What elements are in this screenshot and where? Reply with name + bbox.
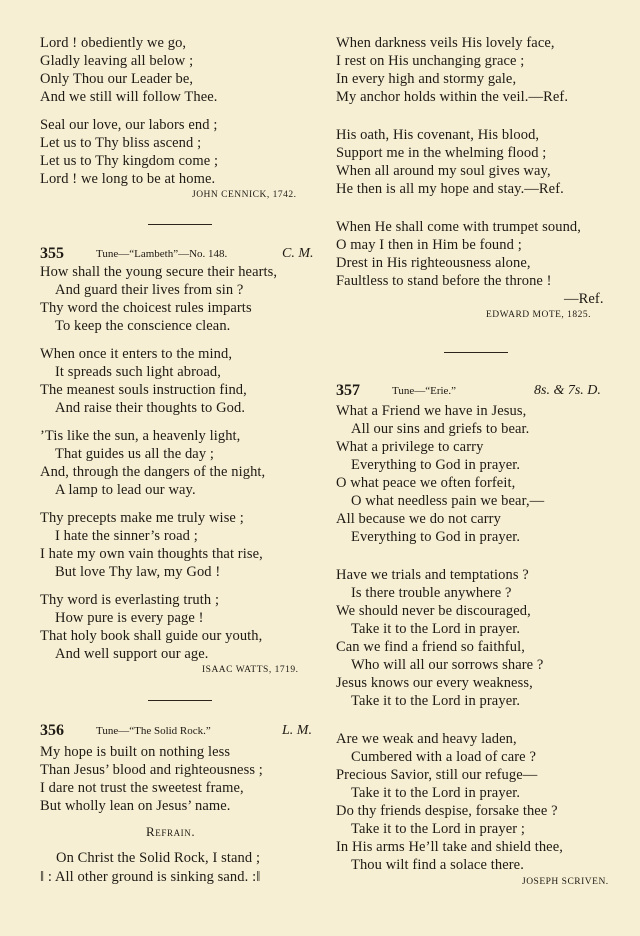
- verse-line: How pure is every page !: [55, 610, 204, 626]
- verse-line: Gladly leaving all below ;: [40, 53, 194, 69]
- author-attribution: ISAAC WATTS, 1719.: [202, 665, 299, 675]
- verse-line: I dare not trust the sweetest frame,: [40, 780, 244, 796]
- verse-line: His oath, His covenant, His blood,: [336, 127, 540, 143]
- verse-line: Lord ! we long to be at home.: [40, 171, 216, 187]
- verse-line: Can we find a friend so faithful,: [336, 639, 525, 655]
- verse-line: I rest on His unchanging grace ;: [336, 53, 525, 69]
- verse-line: I hate the sinner’s road ;: [55, 528, 198, 544]
- verse-line: How shall the young secure their hearts,: [40, 264, 278, 280]
- verse-line: Thy precepts make me truly wise ;: [40, 510, 244, 526]
- refrain-title: Refrain.: [146, 824, 196, 839]
- verse-line: When He shall come with trumpet sound,: [336, 219, 582, 235]
- refrain-marker: —Ref.: [564, 291, 604, 307]
- verse-line: That guides us all the day ;: [55, 446, 215, 462]
- verse-line: That holy book shall guide our youth,: [40, 628, 263, 644]
- verse-line: All our sins and griefs to bear.: [351, 421, 530, 437]
- refrain-line: On Christ the Solid Rock, I stand ;: [56, 850, 261, 866]
- section-divider: [148, 700, 212, 701]
- verse-line: To keep the conscience clean.: [55, 318, 231, 334]
- section-divider: [444, 352, 508, 353]
- verse-line: O what needless pain we bear,—: [351, 493, 545, 509]
- verse-line: Take it to the Lord in prayer.: [351, 693, 521, 709]
- verse-line: Seal our love, our labors end ;: [40, 117, 218, 133]
- verse-line: He then is all my hope and stay.—Ref.: [336, 181, 564, 197]
- section-divider: [148, 224, 212, 225]
- verse-line: We should never be discouraged,: [336, 603, 531, 619]
- hymn-number: 356: [40, 722, 64, 739]
- verse-line: When once it enters to the mind,: [40, 346, 233, 362]
- verse-line: O may I then in Him be found ;: [336, 237, 522, 253]
- verse-line: In every high and stormy gale,: [336, 71, 517, 87]
- verse-line: O what peace we often forfeit,: [336, 475, 516, 491]
- meter: L. M.: [282, 723, 312, 738]
- verse-line: Everything to God in prayer.: [351, 529, 521, 545]
- verse-line: ’Tis like the sun, a heavenly light,: [40, 428, 241, 444]
- author-attribution: EDWARD MOTE, 1825.: [486, 310, 592, 320]
- verse-line: Than Jesus’ blood and righteousness ;: [40, 762, 263, 778]
- verse-line: Everything to God in prayer.: [351, 457, 521, 473]
- verse-line: The meanest souls instruction find,: [40, 382, 247, 398]
- verse-line: Take it to the Lord in prayer.: [351, 785, 521, 801]
- verse-line: Lord ! obediently we go,: [40, 35, 187, 51]
- verse-line: It spreads such light abroad,: [55, 364, 221, 380]
- verse-line: And raise their thoughts to God.: [55, 400, 246, 416]
- verse-line: Take it to the Lord in prayer ;: [351, 821, 526, 837]
- verse-line: Support me in the whelming flood ;: [336, 145, 547, 161]
- verse-line: But wholly lean on Jesus’ name.: [40, 798, 231, 814]
- verse-line: Do thy friends despise, forsake thee ?: [336, 803, 558, 819]
- verse-line: What a privilege to carry: [336, 439, 484, 455]
- verse-line: And, through the dangers of the night,: [40, 464, 266, 480]
- verse-line: Have we trials and temptations ?: [336, 567, 529, 583]
- verse-line: Only Thou our Leader be,: [40, 71, 194, 87]
- verse-line: Thou wilt find a solace there.: [351, 857, 524, 873]
- verse-line: Jesus knows our every weakness,: [336, 675, 533, 691]
- hymn-number: 355: [40, 245, 64, 262]
- verse-line: And well support our age.: [55, 646, 209, 662]
- verse-line: What a Friend we have in Jesus,: [336, 403, 527, 419]
- verse-line: And we still will follow Thee.: [40, 89, 218, 105]
- verse-line: Let us to Thy kingdom come ;: [40, 153, 219, 169]
- verse-line: When all around my soul gives way,: [336, 163, 551, 179]
- verse-line: Cumbered with a load of care ?: [351, 749, 536, 765]
- meter: C. M.: [282, 246, 314, 261]
- verse-line: Thy word the choicest rules imparts: [40, 300, 252, 316]
- verse-line: Are we weak and heavy laden,: [336, 731, 517, 747]
- verse-line: Take it to the Lord in prayer.: [351, 621, 521, 637]
- verse-line: Who will all our sorrows share ?: [351, 657, 544, 673]
- verse-line: A lamp to lead our way.: [55, 482, 196, 498]
- author-attribution: JOSEPH SCRIVEN.: [522, 877, 609, 887]
- verse-line: Precious Savior, still our refuge—: [336, 767, 538, 783]
- verse-line: I hate my own vain thoughts that rise,: [40, 546, 263, 562]
- verse-line: All because we do not carry: [336, 511, 501, 527]
- verse-line: But love Thy law, my God !: [55, 564, 221, 580]
- tune-name: Tune—“Erie.”: [392, 385, 457, 397]
- verse-line: My hope is built on nothing less: [40, 744, 231, 760]
- verse-line: Drest in His righteousness alone,: [336, 255, 531, 271]
- tune-name: Tune—“Lambeth”—No. 148.: [96, 248, 228, 260]
- meter: 8s. & 7s. D.: [534, 383, 601, 398]
- verse-line: Is there trouble anywhere ?: [351, 585, 512, 601]
- verse-line: In His arms He’ll take and shield thee,: [336, 839, 563, 855]
- verse-line: My anchor holds within the veil.—Ref.: [336, 89, 569, 105]
- refrain-line: ‖ : All other ground is sinking sand. :‖: [40, 869, 261, 885]
- verse-line: Let us to Thy bliss ascend ;: [40, 135, 202, 151]
- author-attribution: JOHN CENNICK, 1742.: [192, 190, 297, 200]
- verse-line: And guard their lives from sin ?: [55, 282, 244, 298]
- verse-line: Faultless to stand before the throne !: [336, 273, 552, 289]
- hymn-number: 357: [336, 382, 360, 399]
- verse-line: When darkness veils His lovely face,: [336, 35, 555, 51]
- verse-line: Thy word is everlasting truth ;: [40, 592, 220, 608]
- tune-name: Tune—“The Solid Rock.”: [96, 725, 211, 737]
